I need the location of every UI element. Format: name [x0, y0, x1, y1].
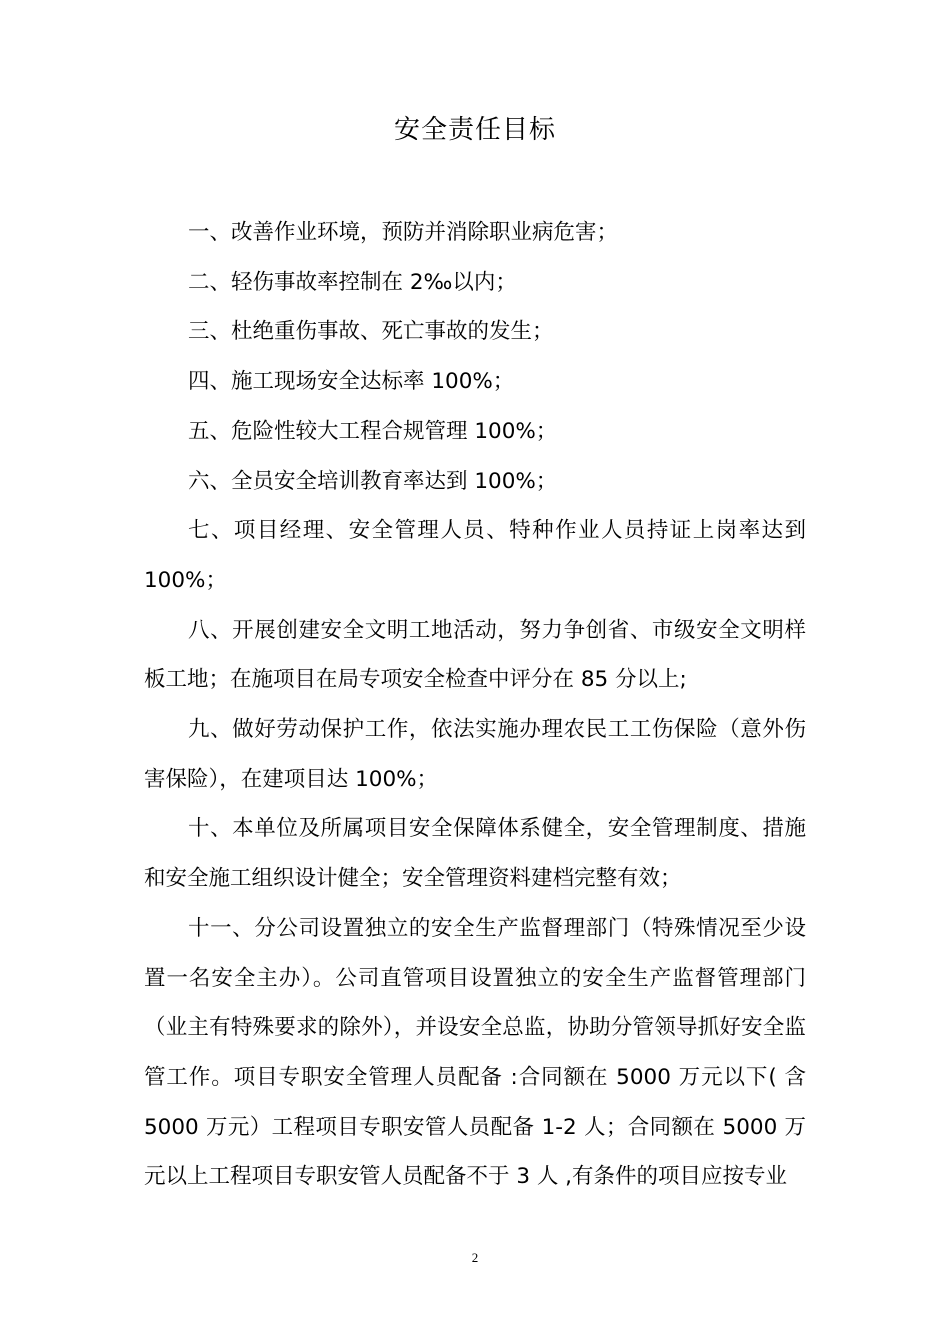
paragraph-1: 一、改善作业环境，预防并消除职业病危害； — [188, 220, 619, 245]
paragraph-2: 二、轻伤事故率控制在 2‰以内； — [188, 269, 517, 295]
paragraph-7: 七、项目经理、安全管理人员、特种作业人员持证上岗率达到100%； — [144, 518, 806, 593]
paragraph-11: 十一、分公司设置独立的安全生产监督理部门（特殊情况至少设置一名安全主办）。公司直管项目设置独立的安全生产监督管理部门（业主有特殊要求的除外），并设安全总监，协助分管领导抓好安全监管工作。项目专职安全管理人员配备 :合同额在 5000 万元以下( 含 5000 万元）工程项目专职安管人员配备 1-2 人；合同额在 5000 万元以上工程项目专职安管人员配备不于 3 人 ,有条件的项目应按专业 — [144, 915, 806, 1190]
paragraph-8: 八、开展创建安全文明工地活动，努力争创省、市级安全文明样板工地；在施项目在局专项安全检查中评分在 85 分以上; — [144, 617, 806, 693]
page-title: 安全责任目标 — [393, 115, 556, 145]
paragraph-4: 四、施工现场安全达标率 100%； — [188, 369, 515, 395]
paragraph-6: 六、全员安全培训教育率达到 100%； — [188, 468, 558, 494]
paragraph-5: 五、危险性较大工程合规管理 100%； — [188, 418, 558, 444]
page-number: 2 — [471, 1250, 479, 1265]
paragraph-9: 九、做好劳动保护工作，依法实施办理农民工工伤保险（意外伤害保险），在建项目达 100%； — [144, 717, 806, 792]
paragraph-10: 十、本单位及所属项目安全保障体系健全，安全管理制度、措施和安全施工组织设计健全；安全管理资料建档完整有效； — [144, 816, 806, 892]
document-body — [144, 208, 806, 1202]
paragraph-3: 三、杜绝重伤事故、死亡事故的发生； — [188, 319, 554, 345]
